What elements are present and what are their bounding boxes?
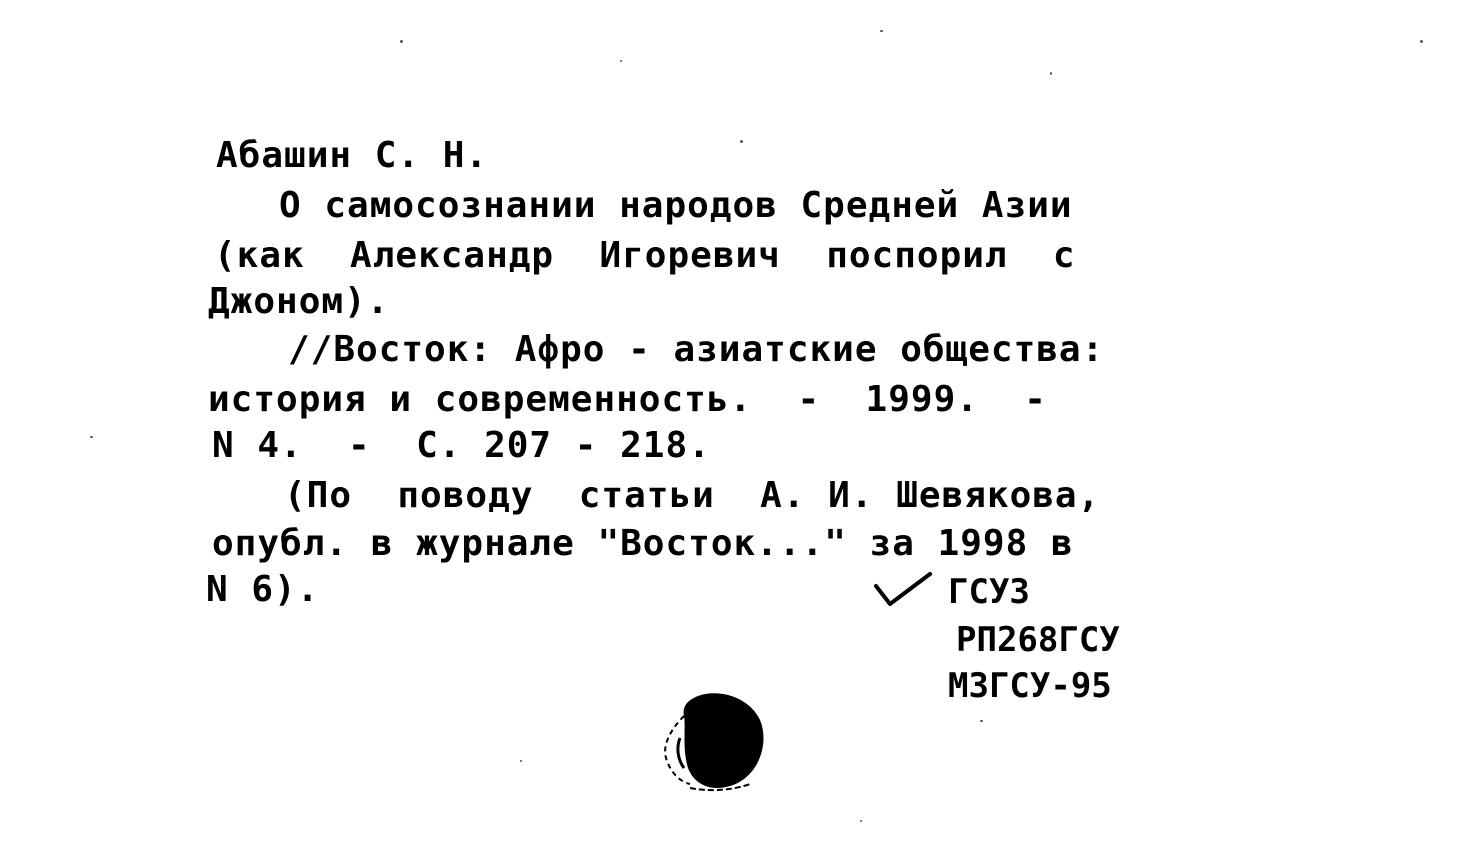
library-code-2: РП268ГСУ [956, 620, 1120, 660]
paper-speck [520, 760, 522, 762]
source-line-2: история и современность. - 1999. - [208, 379, 1047, 420]
note-line-2: опубл. в журнале "Восток..." за 1998 в [212, 523, 1074, 564]
author-line: Абашин С. Н. [216, 135, 489, 176]
paper-speck [880, 30, 883, 32]
paper-speck [1050, 72, 1052, 75]
punch-hole-mark [650, 688, 770, 792]
paper-speck [1420, 40, 1423, 43]
checkmark-icon [874, 572, 934, 608]
note-line-3: N 6). [206, 569, 320, 610]
library-code-3: МЗГСУ-95 [948, 666, 1112, 706]
source-line-3: N 4. - С. 207 - 218. [212, 425, 711, 466]
source-line-1: //Восток: Афро - азиатские общества: [288, 329, 1105, 370]
paper-speck [400, 40, 403, 43]
paper-speck [860, 820, 862, 822]
library-code-1: ГСУЗ [948, 572, 1030, 612]
title-line-3: Джоном). [208, 281, 390, 322]
paper-speck [980, 720, 983, 722]
title-line-2: (как Александр Игоревич поспорил с [214, 235, 1076, 276]
paper-speck [90, 436, 93, 438]
title-line-1: О самосознании народов Средней Азии [279, 185, 1073, 226]
paper-speck [740, 140, 743, 143]
paper-speck [620, 60, 622, 62]
note-line-1: (По поводу статьи А. И. Шевякова, [284, 475, 1101, 516]
